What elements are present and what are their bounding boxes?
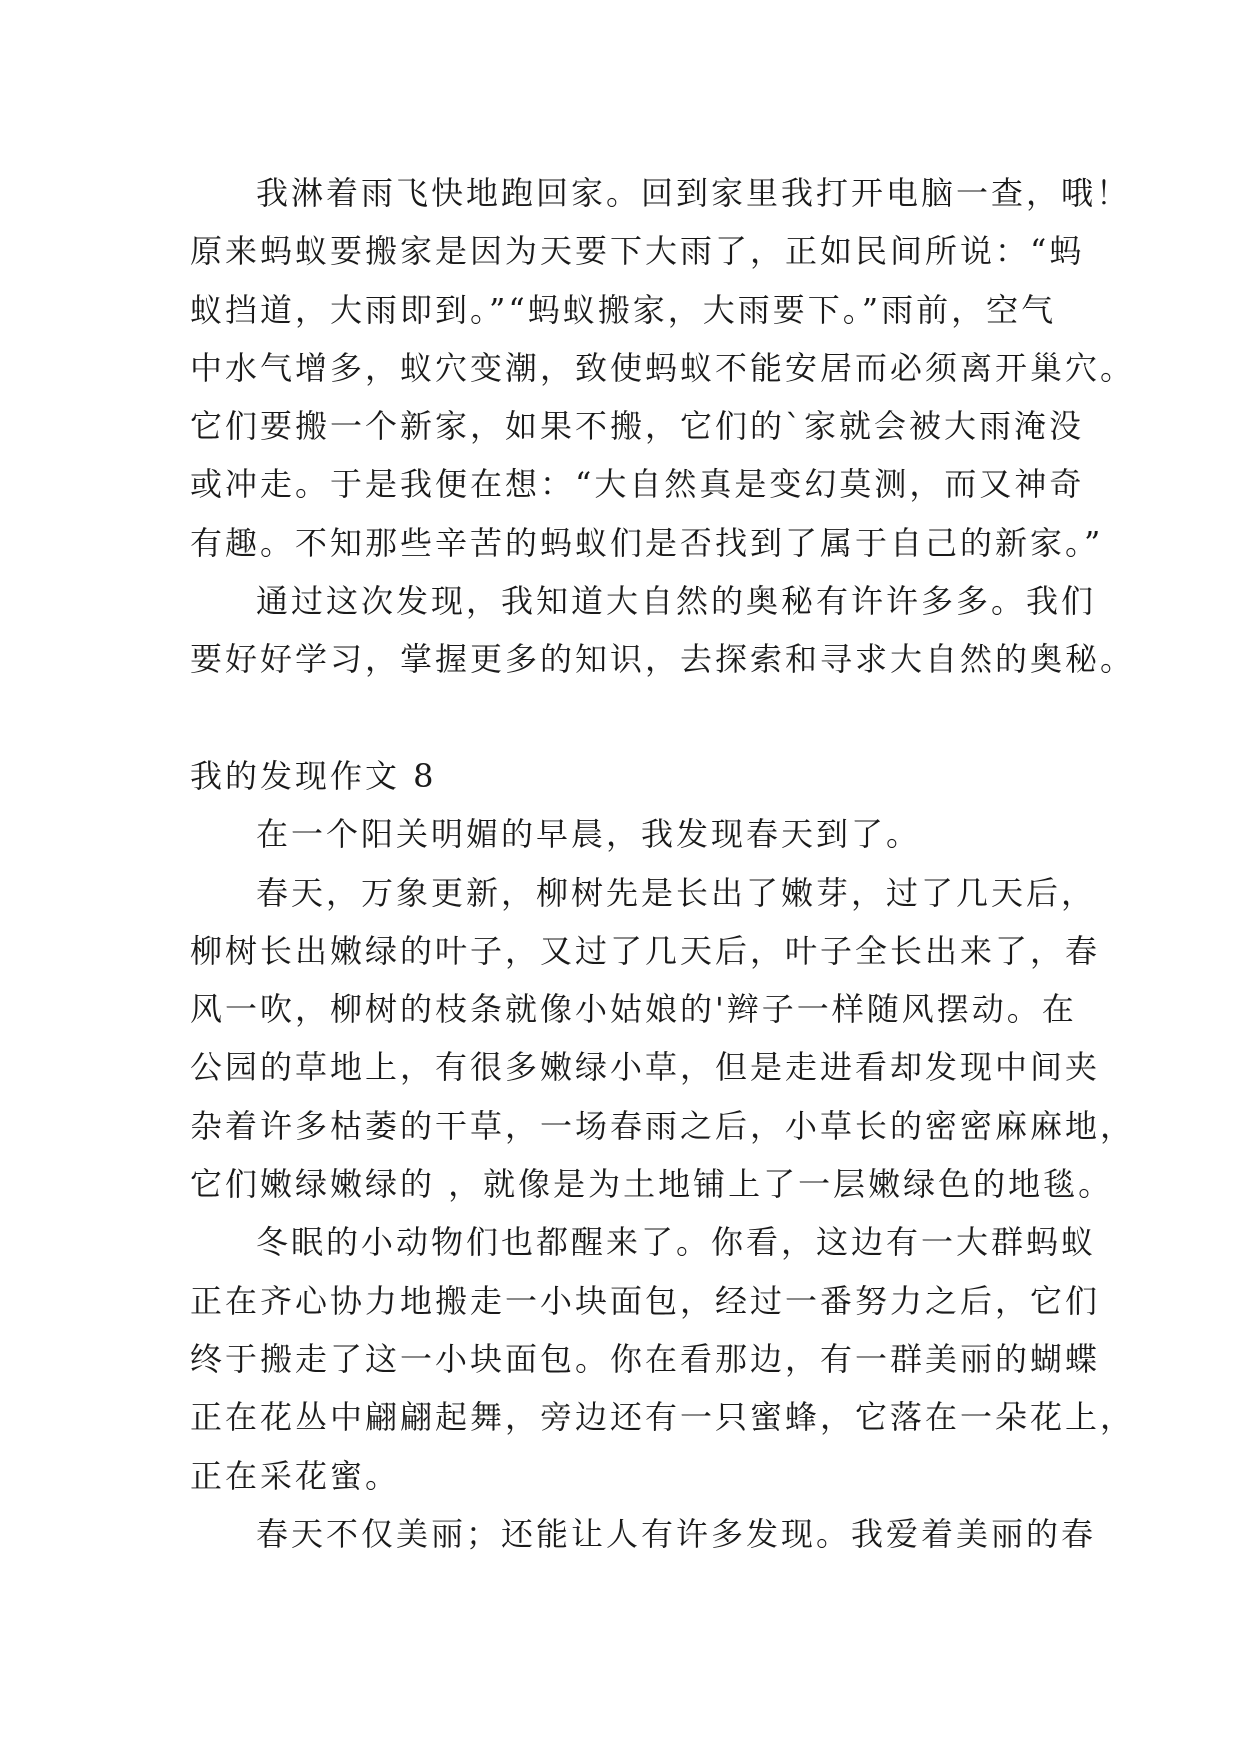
paragraph-line: 杂着许多枯萎的干草，一场春雨之后，小草长的密密麻麻地，: [190, 1106, 1136, 1145]
essay-body: [190, 164, 1136, 1563]
paragraph-line: 正在齐心协力地搬走一小块面包，经过一番努力之后，它们: [190, 1281, 1101, 1320]
paragraph-line: 柳树长出嫩绿的叶子，又过了几天后，叶子全长出来了，春: [190, 931, 1101, 970]
paragraph-line: 中水气增多，蚁穴变潮，致使蚂蚁不能安居而必须离开巢穴。: [190, 348, 1136, 387]
paragraph-line: 要好好学习，掌握更多的知识，去探索和寻求大自然的奥秘。: [190, 640, 1136, 679]
section-gap: [190, 689, 1070, 747]
paragraph-line: 有趣。不知那些辛苦的蚂蚁们是否找到了属于自己的新家。”: [190, 523, 1104, 562]
paragraph-line: 通过这次发现，我知道大自然的奥秘有许许多多。我们: [256, 582, 1097, 621]
paragraph-line: 风一吹，柳树的枝条就像小姑娘的'辫子一样随风摆动。在: [190, 990, 1077, 1029]
paragraph-line: 冬眠的小动物们也都醒来了。你看，这边有一大群蚂蚁: [256, 1223, 1097, 1262]
paragraph-line: 终于搬走了这一小块面包。你在看那边，有一群美丽的蝴蝶: [190, 1339, 1101, 1378]
section-heading: 我的发现作文 8: [190, 756, 437, 795]
paragraph-line: 蚁挡道，大雨即到。”“蚂蚁搬家，大雨要下。”雨前，空气: [190, 290, 1057, 329]
paragraph-line: 它们嫩绿嫩绿的 ，就像是为土地铺上了一层嫩绿色的地毯。: [190, 1165, 1114, 1204]
paragraph-line: 我淋着雨飞快地跑回家。回到家里我打开电脑一查，哦！: [256, 174, 1132, 212]
paragraph-line: 正在采花蜜。: [190, 1456, 401, 1495]
paragraph-line: 春天不仅美丽；还能让人有许多发现。我爱着美丽的春: [256, 1514, 1097, 1553]
paragraph-line: 正在花丛中翩翩起舞，旁边还有一只蜜蜂，它落在一朵花上，: [190, 1398, 1136, 1437]
paragraph-line: 春天，万象更新，柳树先是长出了嫩芽，过了几天后，: [256, 873, 1097, 912]
paragraph-line: 或冲走。于是我便在想：“大自然真是变幻莫测，而又神奇: [190, 465, 1085, 504]
paragraph-line: 在一个阳关明媚的早晨，我发现春天到了。: [256, 815, 922, 854]
paragraph-line: 原来蚂蚁要搬家是因为天要下大雨了，正如民间所说：“蚂: [190, 232, 1085, 271]
paragraph-line: 公园的草地上，有很多嫩绿小草，但是走进看却发现中间夹: [190, 1048, 1101, 1087]
paragraph-line: 它们要搬一个新家，如果不搬，它们的`家就会被大雨淹没: [190, 407, 1085, 446]
